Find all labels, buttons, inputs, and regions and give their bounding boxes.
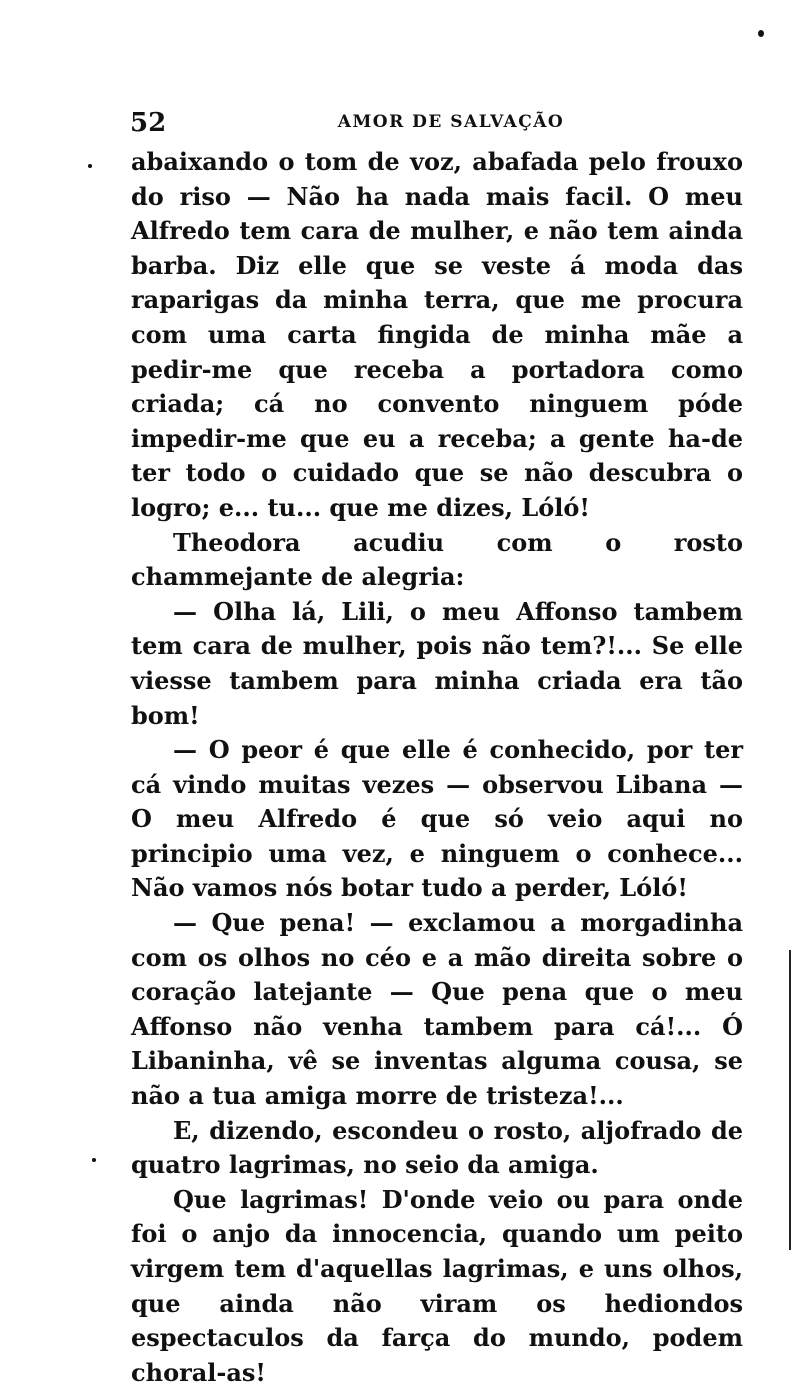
paragraph: E, dizendo, escondeu o rosto, aljofrado de quatro lagrimas, no seio da amiga. bbox=[131, 1115, 743, 1180]
page-edge-line bbox=[789, 950, 791, 1250]
paragraph: — Que pena! — exclamou a morgadinha com os olhos no céo e a mão direita sobre o coração latejante — Que pena que o meu Affonso não venha tambem para cá!... Ó Libaninha, vê se inventas alguma cousa, se não a tua amiga morre de tristeza!... bbox=[131, 908, 743, 1111]
ink-speck-bottom-left bbox=[92, 1158, 96, 1162]
ink-speck-left-margin bbox=[88, 164, 92, 168]
page-header bbox=[130, 108, 742, 138]
paragraph: — O peor é que elle é conhecido, por ter cá vindo muitas vezes — observou Libana — O meu Alfredo é que só veio aqui no principio uma vez, e ninguem o conhece... Não vamos nós botar tudo a perder, Lóló! bbox=[131, 735, 743, 903]
page-number: 52 bbox=[130, 108, 167, 138]
paragraph: — Olha lá, Lili, o meu Affonso tambem tem cara de mulher, pois não tem?!... Se elle viesse tambem para minha criada era tão bom! bbox=[131, 596, 743, 730]
running-title: AMOR DE SALVAÇÃO bbox=[337, 112, 565, 132]
paragraph-continuation: abaixando o tom de voz, abafada pelo frouxo do riso — Não ha nada mais facil. O meu Alfredo tem cara de mulher, e não tem ainda barba. Diz elle que se veste á moda das raparigas da minha terra, que me procura com uma carta fingida de minha mãe a pedir-me que receba a portadora como criada; cá no convento ninguem póde impedir-me que eu a receba; a gente ha-de ter todo o cuidado que se não descubra o logro; e... tu... que me dizes, Lóló! bbox=[131, 147, 743, 522]
paragraph: Que lagrimas! D'onde veio ou para onde foi o anjo da innocencia, quando um peito virgem tem d'aquellas lagrimas, e uns olhos, que ainda não viram os hediondos espectaculos da farça do mundo, podem choral-as! bbox=[131, 1184, 743, 1387]
body-text bbox=[131, 145, 743, 1390]
paragraph: Theodora acudiu com o rosto chammejante de alegria: bbox=[131, 527, 743, 592]
ink-speck-top-right bbox=[758, 30, 764, 37]
